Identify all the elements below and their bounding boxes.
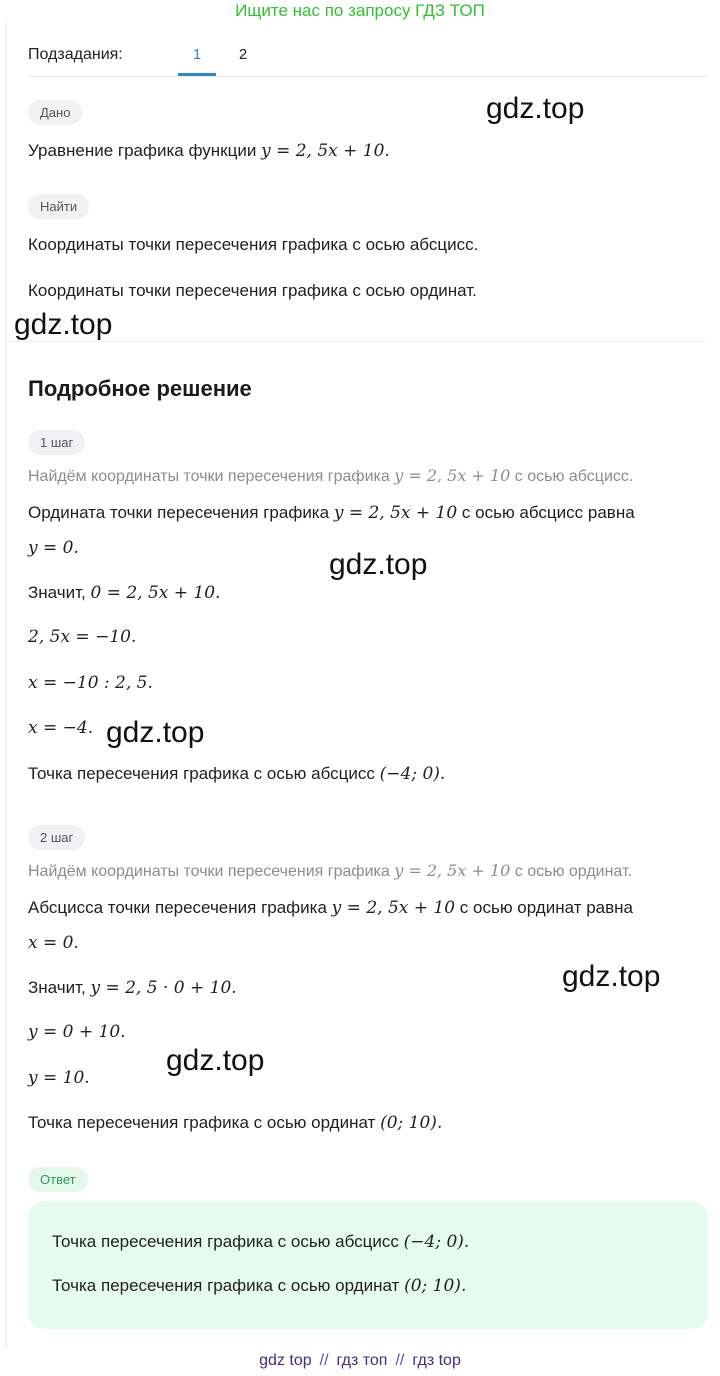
- step2-line5: y = 10.: [28, 1068, 90, 1088]
- answer-badge: Ответ: [28, 1167, 88, 1192]
- given-formula: y = 2, 5x + 10.: [261, 141, 390, 161]
- find-item-1: Координаты точки пересечения графика с осью абсцисс.: [28, 235, 479, 254]
- watermark: gdz.top: [106, 716, 205, 749]
- step2-badge: 2 шаг: [28, 825, 85, 850]
- find-badge: Найти: [28, 194, 89, 219]
- answer-line2: [52, 1276, 466, 1296]
- answer-line2-text: Точка пересечения графика с осью ординат: [52, 1276, 400, 1295]
- search-banner: Ищите нас по запросу ГДЗ ТОП: [235, 1, 485, 20]
- watermark: gdz.top: [14, 308, 113, 341]
- step1-hint: [28, 466, 633, 486]
- step1-line1: [28, 503, 635, 523]
- step2-result: [28, 1113, 442, 1133]
- given-text: [28, 141, 390, 161]
- step2-line1-post: с осью ординат равна: [459, 898, 633, 917]
- find-item-2: Координаты точки пересечения графика с осью ординат.: [28, 281, 477, 300]
- step1-hint-text: Найдём координаты точки пересечения графика: [28, 468, 390, 485]
- step2-hint: [28, 861, 632, 881]
- tab-subtask-1[interactable]: 1: [192, 46, 202, 63]
- answer-line1-formula: (−4; 0).: [403, 1232, 470, 1252]
- step2-line3-formula: y = 2, 5 · 0 + 10.: [90, 978, 237, 998]
- subtasks-tabs: [28, 40, 708, 77]
- footer-link-2[interactable]: гдз топ: [336, 1352, 388, 1369]
- step1-line1-text: Ордината точки пересечения графика: [28, 503, 330, 522]
- step2-hint-post: с осью ординат.: [514, 863, 632, 880]
- step1-result-text: Точка пересечения графика с осью абсцисс: [28, 764, 375, 783]
- solution-title: Подробное решение: [28, 376, 252, 401]
- step1-line5: x = −10 : 2, 5.: [28, 673, 153, 693]
- step1-line1-post: с осью абсцисс равна: [461, 503, 635, 522]
- step2-result-formula: (0; 10).: [380, 1113, 443, 1133]
- step1-line3-text: Значит,: [28, 583, 86, 602]
- answer-line1-text: Точка пересечения графика с осью абсцисс: [52, 1232, 399, 1251]
- section-divider: [8, 341, 708, 342]
- footer-links: [0, 1352, 720, 1370]
- step1-line3: [28, 583, 220, 603]
- step1-line3-formula: 0 = 2, 5x + 10.: [90, 583, 221, 603]
- step1-line2: y = 0.: [28, 538, 79, 558]
- step2-line3: [28, 978, 237, 998]
- step1-result: [28, 764, 445, 784]
- active-tab-underline: [178, 73, 216, 76]
- footer-separator: //: [319, 1352, 329, 1369]
- left-border: [5, 22, 7, 1348]
- step2-line2: x = 0.: [28, 933, 79, 953]
- step2-hint-text: Найдём координаты точки пересечения графика: [28, 863, 390, 880]
- step2-line1-text: Абсцисса точки пересечения графика: [28, 898, 327, 917]
- step1-hint-formula: y = 2, 5x + 10: [394, 466, 511, 485]
- step1-hint-post: с осью абсцисс.: [514, 468, 634, 485]
- answer-line2-formula: (0; 10).: [404, 1276, 467, 1296]
- watermark: gdz.top: [486, 92, 585, 125]
- answer-line1: [52, 1232, 469, 1252]
- step2-line1: [28, 898, 633, 918]
- step2-line4: y = 0 + 10.: [28, 1022, 126, 1042]
- footer-link-3[interactable]: гдз top: [412, 1352, 461, 1369]
- step1-badge: 1 шаг: [28, 430, 85, 455]
- watermark: gdz.top: [329, 548, 428, 581]
- subtasks-label: Подзадания:: [28, 46, 123, 63]
- watermark: gdz.top: [166, 1044, 265, 1077]
- tab-subtask-2[interactable]: 2: [238, 46, 248, 63]
- step1-result-formula: (−4; 0).: [379, 764, 446, 784]
- watermark: gdz.top: [562, 960, 661, 993]
- step2-hint-formula: y = 2, 5x + 10: [394, 861, 511, 880]
- step2-line3-text: Значит,: [28, 978, 86, 997]
- step1-line4: 2, 5x = −10.: [28, 627, 137, 647]
- given-label: Уравнение графика функции: [28, 141, 257, 160]
- step2-result-text: Точка пересечения графика с осью ординат: [28, 1113, 376, 1132]
- answer-box: [28, 1201, 708, 1329]
- step1-line6: x = −4.: [28, 718, 94, 738]
- footer-separator: //: [395, 1352, 405, 1369]
- given-badge: Дано: [28, 100, 82, 125]
- footer-link-1[interactable]: gdz top: [259, 1352, 312, 1369]
- step2-line1-formula: y = 2, 5x + 10: [331, 898, 456, 918]
- step1-line1-formula: y = 2, 5x + 10: [333, 503, 458, 523]
